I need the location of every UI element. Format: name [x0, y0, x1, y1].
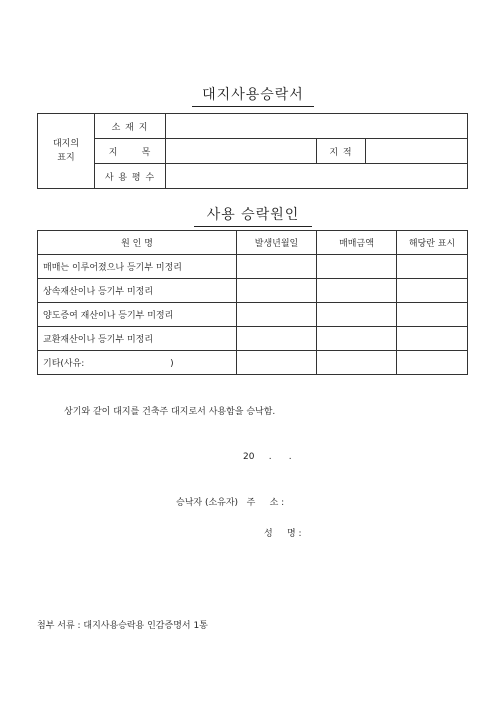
table-row [38, 303, 468, 327]
use-area-label: 사 용 평 수 [95, 164, 166, 189]
mark-cell[interactable] [397, 327, 468, 351]
date-line: 20 . . [243, 452, 292, 462]
attachment-line: 첨부 서류 : 대지사용승락용 인감증명서 1통 [37, 621, 208, 631]
col-header-date: 발생년월일 [237, 231, 317, 255]
date-cell[interactable] [237, 327, 317, 351]
col-header-amount: 매매금액 [317, 231, 397, 255]
cause-label: 매매는 이루어졌으나 등기부 미정리 [38, 255, 237, 279]
cause-table [37, 230, 468, 375]
table-row [38, 279, 468, 303]
lot-type-label: 지 목 [95, 139, 166, 164]
amount-cell[interactable] [317, 255, 397, 279]
area-label: 지 적 [317, 139, 366, 164]
cause-label: 교환재산이나 등기부 미정리 [38, 327, 237, 351]
area-value-cell[interactable] [366, 139, 468, 164]
land-header-line2: 표지 [57, 153, 75, 163]
location-value-cell[interactable] [166, 114, 468, 139]
mark-cell[interactable] [397, 255, 468, 279]
mark-cell[interactable] [397, 279, 468, 303]
consent-address-line: 승낙자 (소유자) 주 소 : [176, 498, 285, 508]
location-label: 소 재 지 [95, 114, 166, 139]
table-row [38, 255, 468, 279]
table-row [38, 351, 468, 375]
cause-label-other: 기타(사유: ) [38, 351, 237, 375]
mark-cell[interactable] [397, 303, 468, 327]
consent-name-line: 성 명 : [264, 529, 302, 539]
use-area-value-cell[interactable] [166, 164, 468, 189]
land-header-cell [38, 114, 95, 189]
amount-cell[interactable] [317, 279, 397, 303]
amount-cell[interactable] [317, 303, 397, 327]
cause-label: 상속재산이나 등기부 미정리 [38, 279, 237, 303]
lot-type-value-cell[interactable] [166, 139, 317, 164]
land-info-table [37, 113, 468, 189]
document-title: 대지사용승락서 [192, 84, 314, 107]
col-header-cause: 원 인 명 [38, 231, 237, 255]
cause-label: 양도증여 재산이나 등기부 미정리 [38, 303, 237, 327]
table-row [38, 327, 468, 351]
date-cell[interactable] [237, 351, 317, 375]
section-title: 사용 승락원인 [194, 204, 312, 227]
land-header-line1: 대지의 [52, 139, 80, 149]
consent-statement: 상기와 같이 대지를 건축주 대지로서 사용함을 승낙함. [64, 407, 276, 417]
mark-cell[interactable] [397, 351, 468, 375]
date-cell[interactable] [237, 279, 317, 303]
date-cell[interactable] [237, 255, 317, 279]
amount-cell[interactable] [317, 327, 397, 351]
date-cell[interactable] [237, 303, 317, 327]
amount-cell[interactable] [317, 351, 397, 375]
col-header-mark: 해당란 표시 [397, 231, 468, 255]
